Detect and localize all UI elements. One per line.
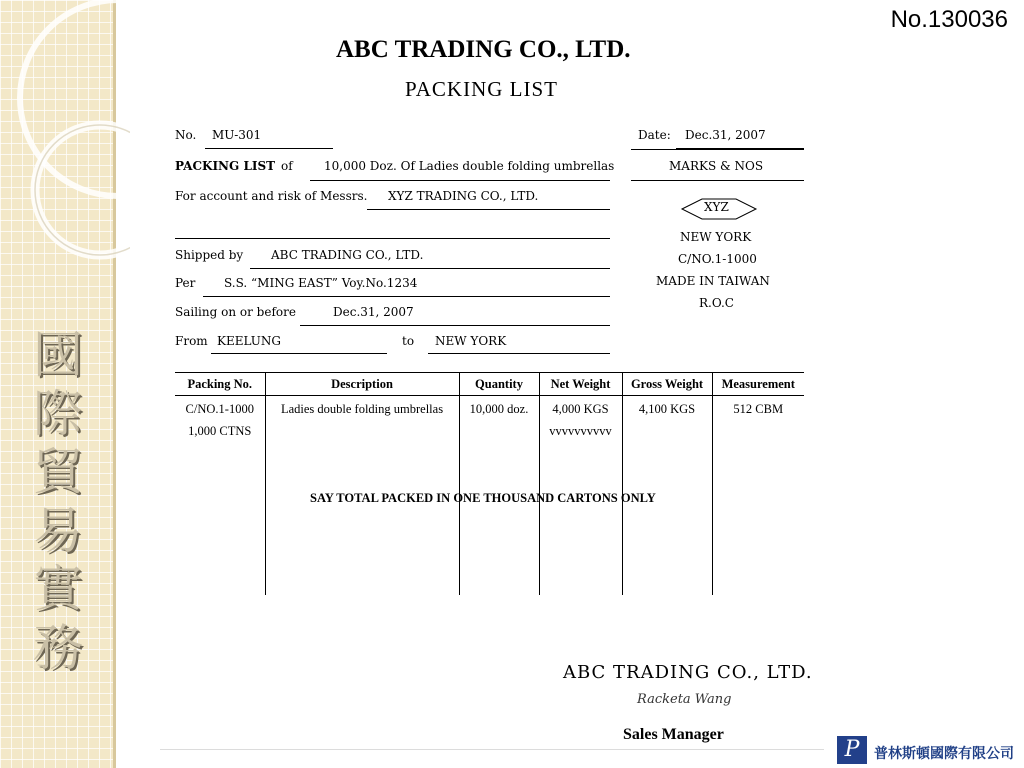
from-value: KEELUNG [217, 334, 281, 348]
total-statement: SAY TOTAL PACKED IN ONE THOUSAND CARTONS ONLY [310, 491, 656, 505]
sidebar-char: 實 [33, 560, 83, 618]
sidebar-char: 國 [33, 326, 83, 384]
packing-list-value: 10,000 Doz. Of Ladies double folding umbrellas [324, 159, 615, 173]
packing-no-cell [175, 396, 265, 596]
from-underline [211, 353, 387, 354]
sidebar-char: 際 [33, 384, 83, 443]
shipped-by-underline [250, 268, 610, 269]
shipped-by-value: ABC TRADING CO., LTD. [271, 248, 424, 262]
blank-line [175, 238, 610, 239]
date-value: Dec.31, 2007 [685, 128, 766, 142]
marks-bottom-line [631, 180, 804, 181]
description-cell: Ladies double folding umbrellas [265, 396, 459, 596]
account-label: For account and risk of Messrs. [175, 189, 368, 203]
shipped-by-label: Shipped by [175, 248, 244, 262]
sailing-underline [300, 325, 610, 326]
no-underline [205, 148, 333, 149]
publisher-logo: P [837, 736, 867, 764]
column-header: Net Weight [539, 373, 622, 396]
net-weight-line: 4,000 KGS [552, 402, 609, 416]
marks-line: R.O.C [699, 296, 734, 310]
marks-line: MADE IN TAIWAN [656, 274, 770, 288]
measurement-cell: 512 CBM [712, 396, 804, 596]
sidebar-char: 易 [33, 501, 83, 560]
signature-company: ABC TRADING CO., LTD. [563, 662, 813, 683]
to-value: NEW YORK [435, 334, 507, 348]
company-heading: ABC TRADING CO., LTD. [336, 36, 631, 63]
no-value: MU-301 [212, 128, 262, 142]
packing-table [175, 372, 804, 595]
marks-diamond-text: XYZ [704, 200, 729, 214]
from-label: From [175, 334, 208, 348]
marks-heading: MARKS & NOS [669, 159, 764, 173]
to-label: to [402, 334, 415, 348]
sidebar-title [28, 326, 88, 677]
marks-line: C/NO.1-1000 [678, 252, 757, 266]
column-header: Gross Weight [622, 373, 712, 396]
to-underline [428, 353, 610, 354]
quantity-cell: 10,000 doz. [459, 396, 539, 596]
per-label: Per [175, 276, 196, 290]
net-weight-line: vvvvvvvvvv [549, 424, 612, 438]
sailing-value: Dec.31, 2007 [333, 305, 414, 319]
table-header-row [175, 373, 804, 396]
account-underline [367, 209, 610, 210]
date-label: Date: [638, 128, 671, 142]
packing-list-of: of [281, 159, 293, 173]
document-number: No.130036 [890, 6, 1008, 33]
packing-no-line: C/NO.1-1000 [185, 402, 254, 416]
sidebar-char: 貿 [33, 443, 83, 501]
packing-list-underline [310, 180, 610, 181]
column-header: Measurement [712, 373, 804, 396]
publisher-name: 普林斯頓國際有限公司 [874, 746, 1014, 762]
marks-line: NEW YORK [680, 230, 752, 244]
column-header: Quantity [459, 373, 539, 396]
column-header: Description [265, 373, 459, 396]
per-underline [203, 296, 610, 297]
no-label: No. [175, 128, 197, 142]
per-value: S.S. “MING EAST” Voy.No.1234 [224, 276, 418, 290]
account-value: XYZ TRADING CO., LTD. [388, 189, 539, 203]
sailing-label: Sailing on or before [175, 305, 296, 319]
gross-weight-cell: 4,100 KGS [622, 396, 712, 596]
packing-no-line: 1,000 CTNS [188, 424, 252, 438]
document-title: PACKING LIST [405, 77, 558, 101]
marks-top-line [631, 149, 804, 150]
packing-list-label: PACKING LIST [175, 159, 276, 173]
sidebar-char: 務 [33, 618, 83, 677]
decorative-circles [0, 0, 130, 320]
signature: Racketa Wang [637, 692, 732, 707]
footer-rule [160, 749, 824, 750]
column-header: Packing No. [175, 373, 265, 396]
signatory-title: Sales Manager [623, 726, 724, 743]
